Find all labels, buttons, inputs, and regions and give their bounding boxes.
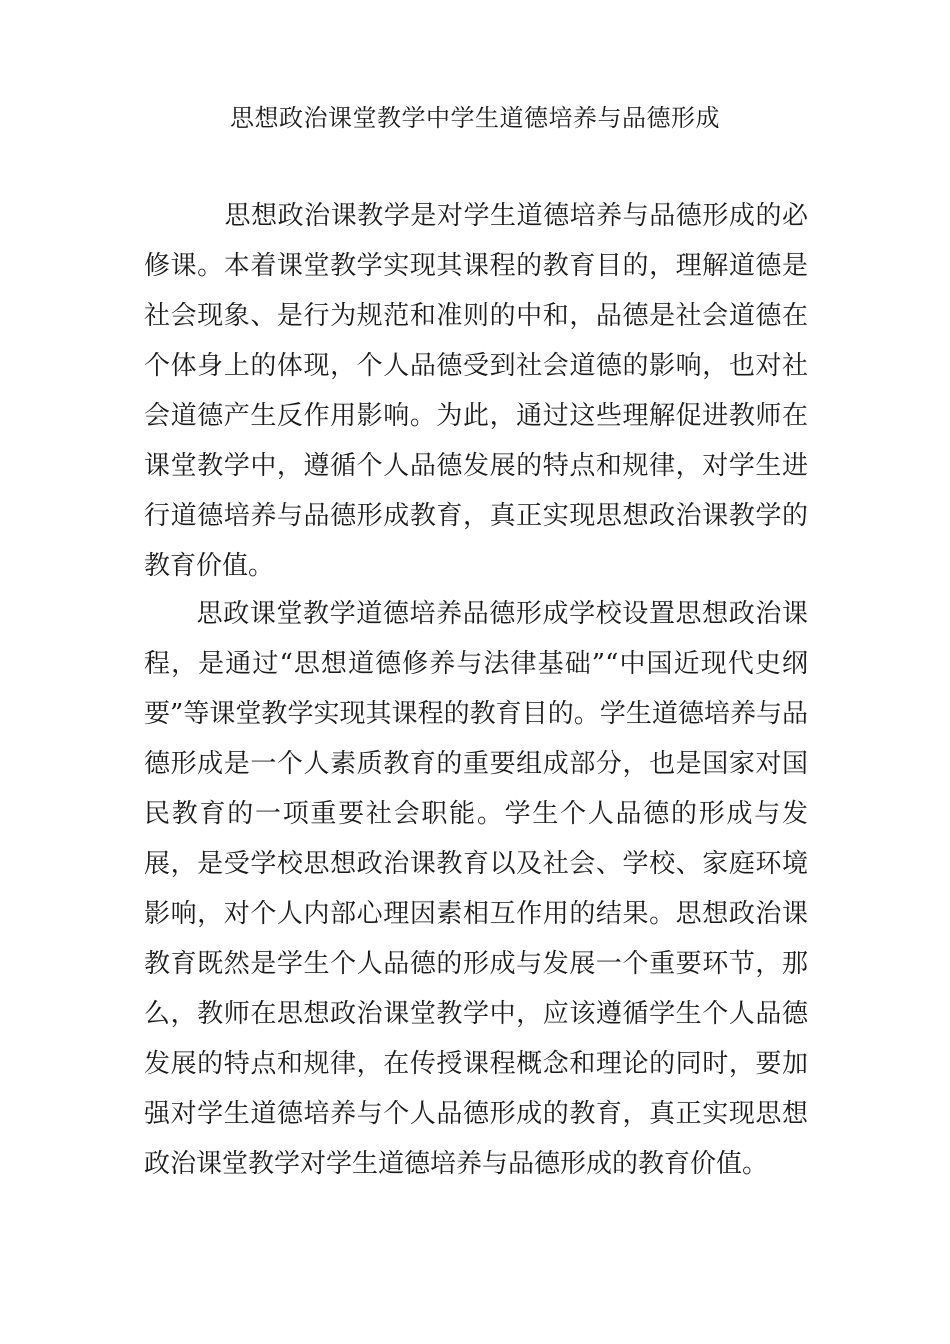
paragraph-1 xyxy=(144,191,808,591)
paragraph-2-text: 思政课堂教学道德培养品德形成学校设置思想政治课程，是通过“思想道德修养与法律基础”“中国近现代史纲要”等课堂教学实现其课程的教育目的。学生道德培养与品德形成是一个人素质教育的重要组成部分，也是国家对国民教育的一项重要社会职能。学生个人品德的形成与发展，是受学校思想政治课教育以及社会、学校、家庭环境影响，对个人内部心理因素相互作用的结果。思想政治课教育既然是学生个人品德的形成与发展一个重要环节，那么，教师在思想政治课堂教学中，应该遵循学生个人品德发展的特点和规律，在传授课程概念和理论的同时，要加强对学生道德培养与个人品德形成的教育，真正实现思想政治课堂教学对学生道德培养与品德形成的教育价值。 xyxy=(144,599,808,1179)
paragraph-2 xyxy=(144,589,808,1189)
paragraph-1-text: 思想政治课教学是对学生道德培养与品德形成的必修课。本着课堂教学实现其课程的教育目的，理解道德是社会现象、是行为规范和准则的中和，品德是社会道德在个体身上的体现，个人品德受到社会道德的影响，也对社会道德产生反作用影响。为此，通过这些理解促进教师在课堂教学中，遵循个人品德发展的特点和规律，对学生进行道德培养与品德形成教育，真正实现思想政治课教学的教育价值。 xyxy=(144,201,808,581)
document-title: 思想政治课堂教学中学生道德培养与品德形成 xyxy=(230,104,720,132)
